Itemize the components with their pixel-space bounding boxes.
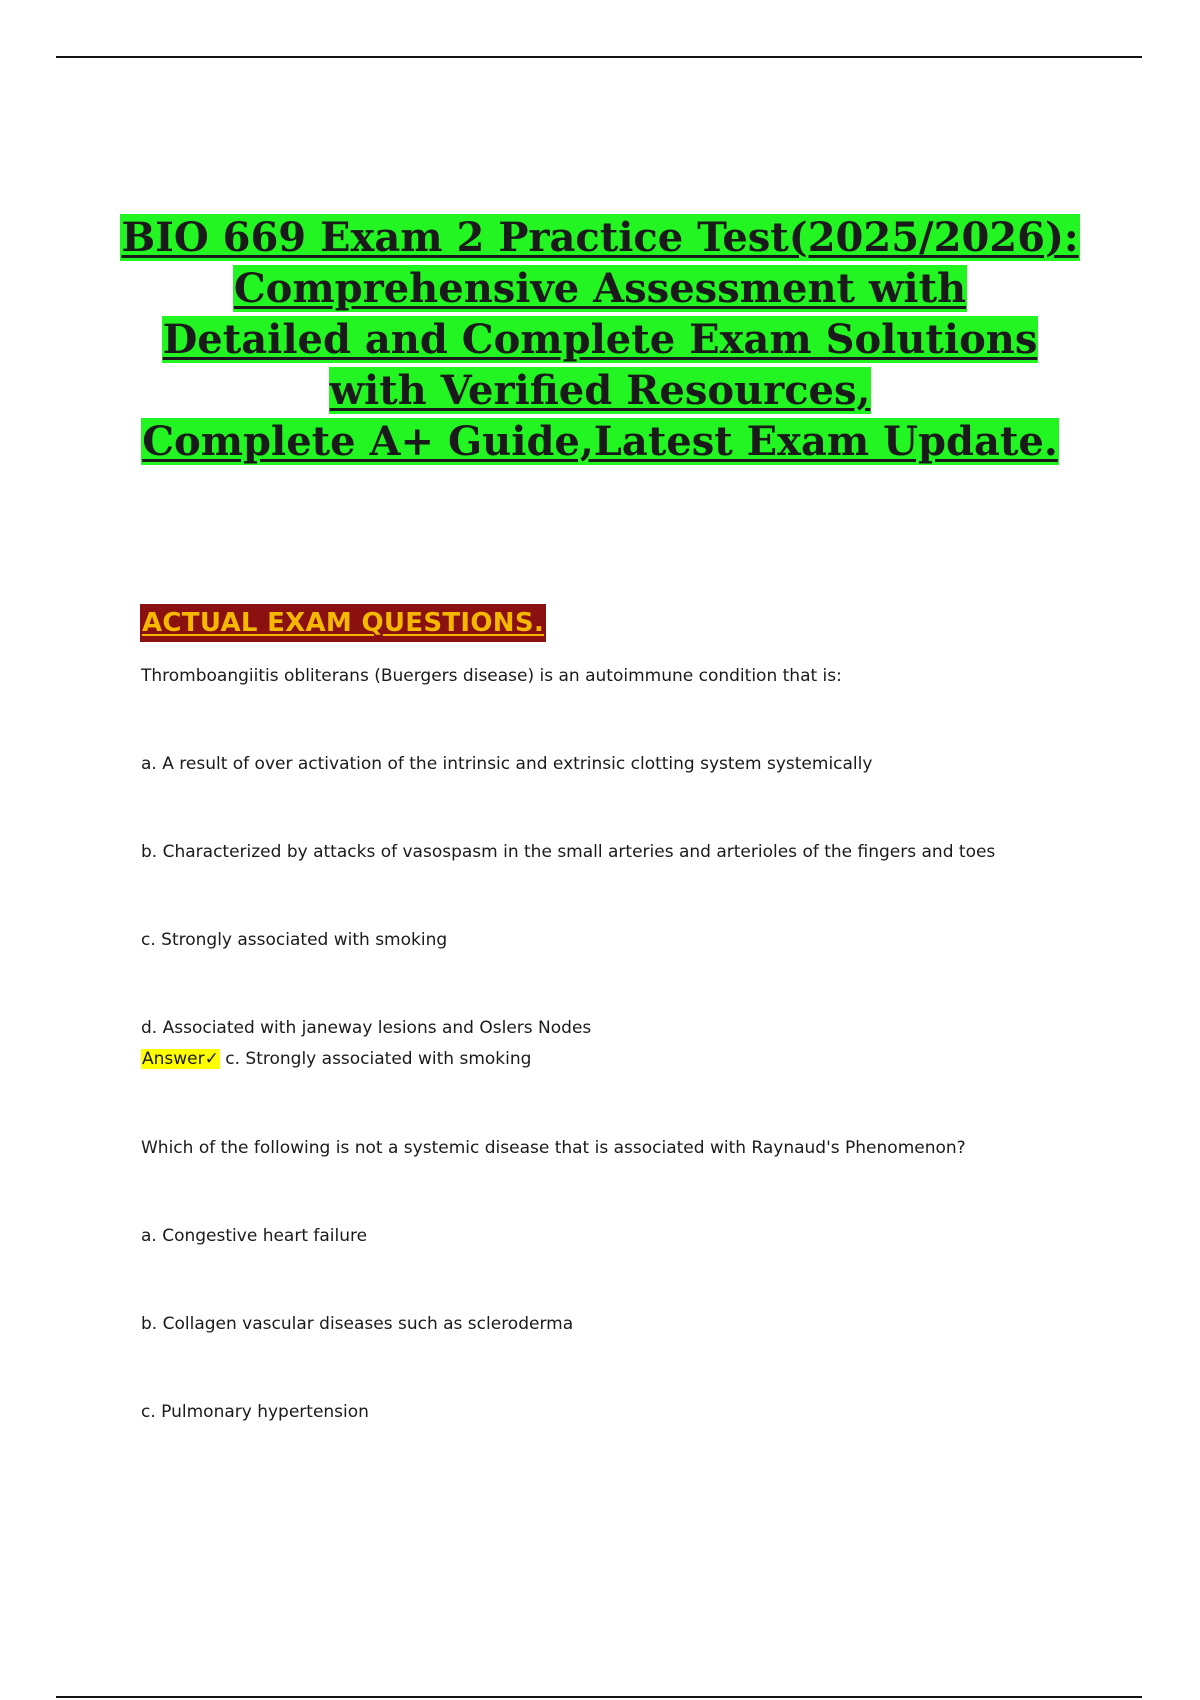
title-line-2: Comprehensive Assessment with xyxy=(233,265,967,312)
answer-text: c. Strongly associated with smoking xyxy=(225,1049,532,1069)
question-1-option-d: d. Associated with janeway lesions and Oslers Nodes xyxy=(141,1018,592,1038)
top-rule xyxy=(56,56,1142,58)
question-1-option-c: c. Strongly associated with smoking xyxy=(141,930,448,950)
title-line-4: with Verified Resources, xyxy=(329,367,871,414)
question-1-option-a: a. A result of over activation of the intrinsic and extrinsic clotting system systemically xyxy=(141,754,873,774)
question-2-option-a: a. Congestive heart failure xyxy=(141,1226,368,1246)
question-1-text: Thromboangiitis obliterans (Buergers disease) is an autoimmune condition that is: xyxy=(141,666,842,686)
title-line-5: Complete A+ Guide,Latest Exam Update. xyxy=(142,418,1058,465)
answer-label: Answer✓ xyxy=(142,1049,219,1069)
question-2-option-c: c. Pulmonary hypertension xyxy=(141,1402,369,1422)
question-1-answer xyxy=(141,1048,531,1070)
section-heading: ACTUAL EXAM QUESTIONS. xyxy=(140,604,546,642)
title-line-3: Detailed and Complete Exam Solutions xyxy=(162,316,1038,363)
bottom-rule xyxy=(56,1696,1142,1698)
question-1-option-b: b. Characterized by attacks of vasospasm in the small arteries and arterioles of the fingers and toes xyxy=(141,842,996,862)
document-title xyxy=(60,212,1140,467)
question-2-option-b: b. Collagen vascular diseases such as scleroderma xyxy=(141,1314,574,1334)
title-line-1: BIO 669 Exam 2 Practice Test(2025/2026): xyxy=(121,214,1079,261)
question-2-text: Which of the following is not a systemic disease that is associated with Raynaud's Phenomenon? xyxy=(141,1138,966,1158)
